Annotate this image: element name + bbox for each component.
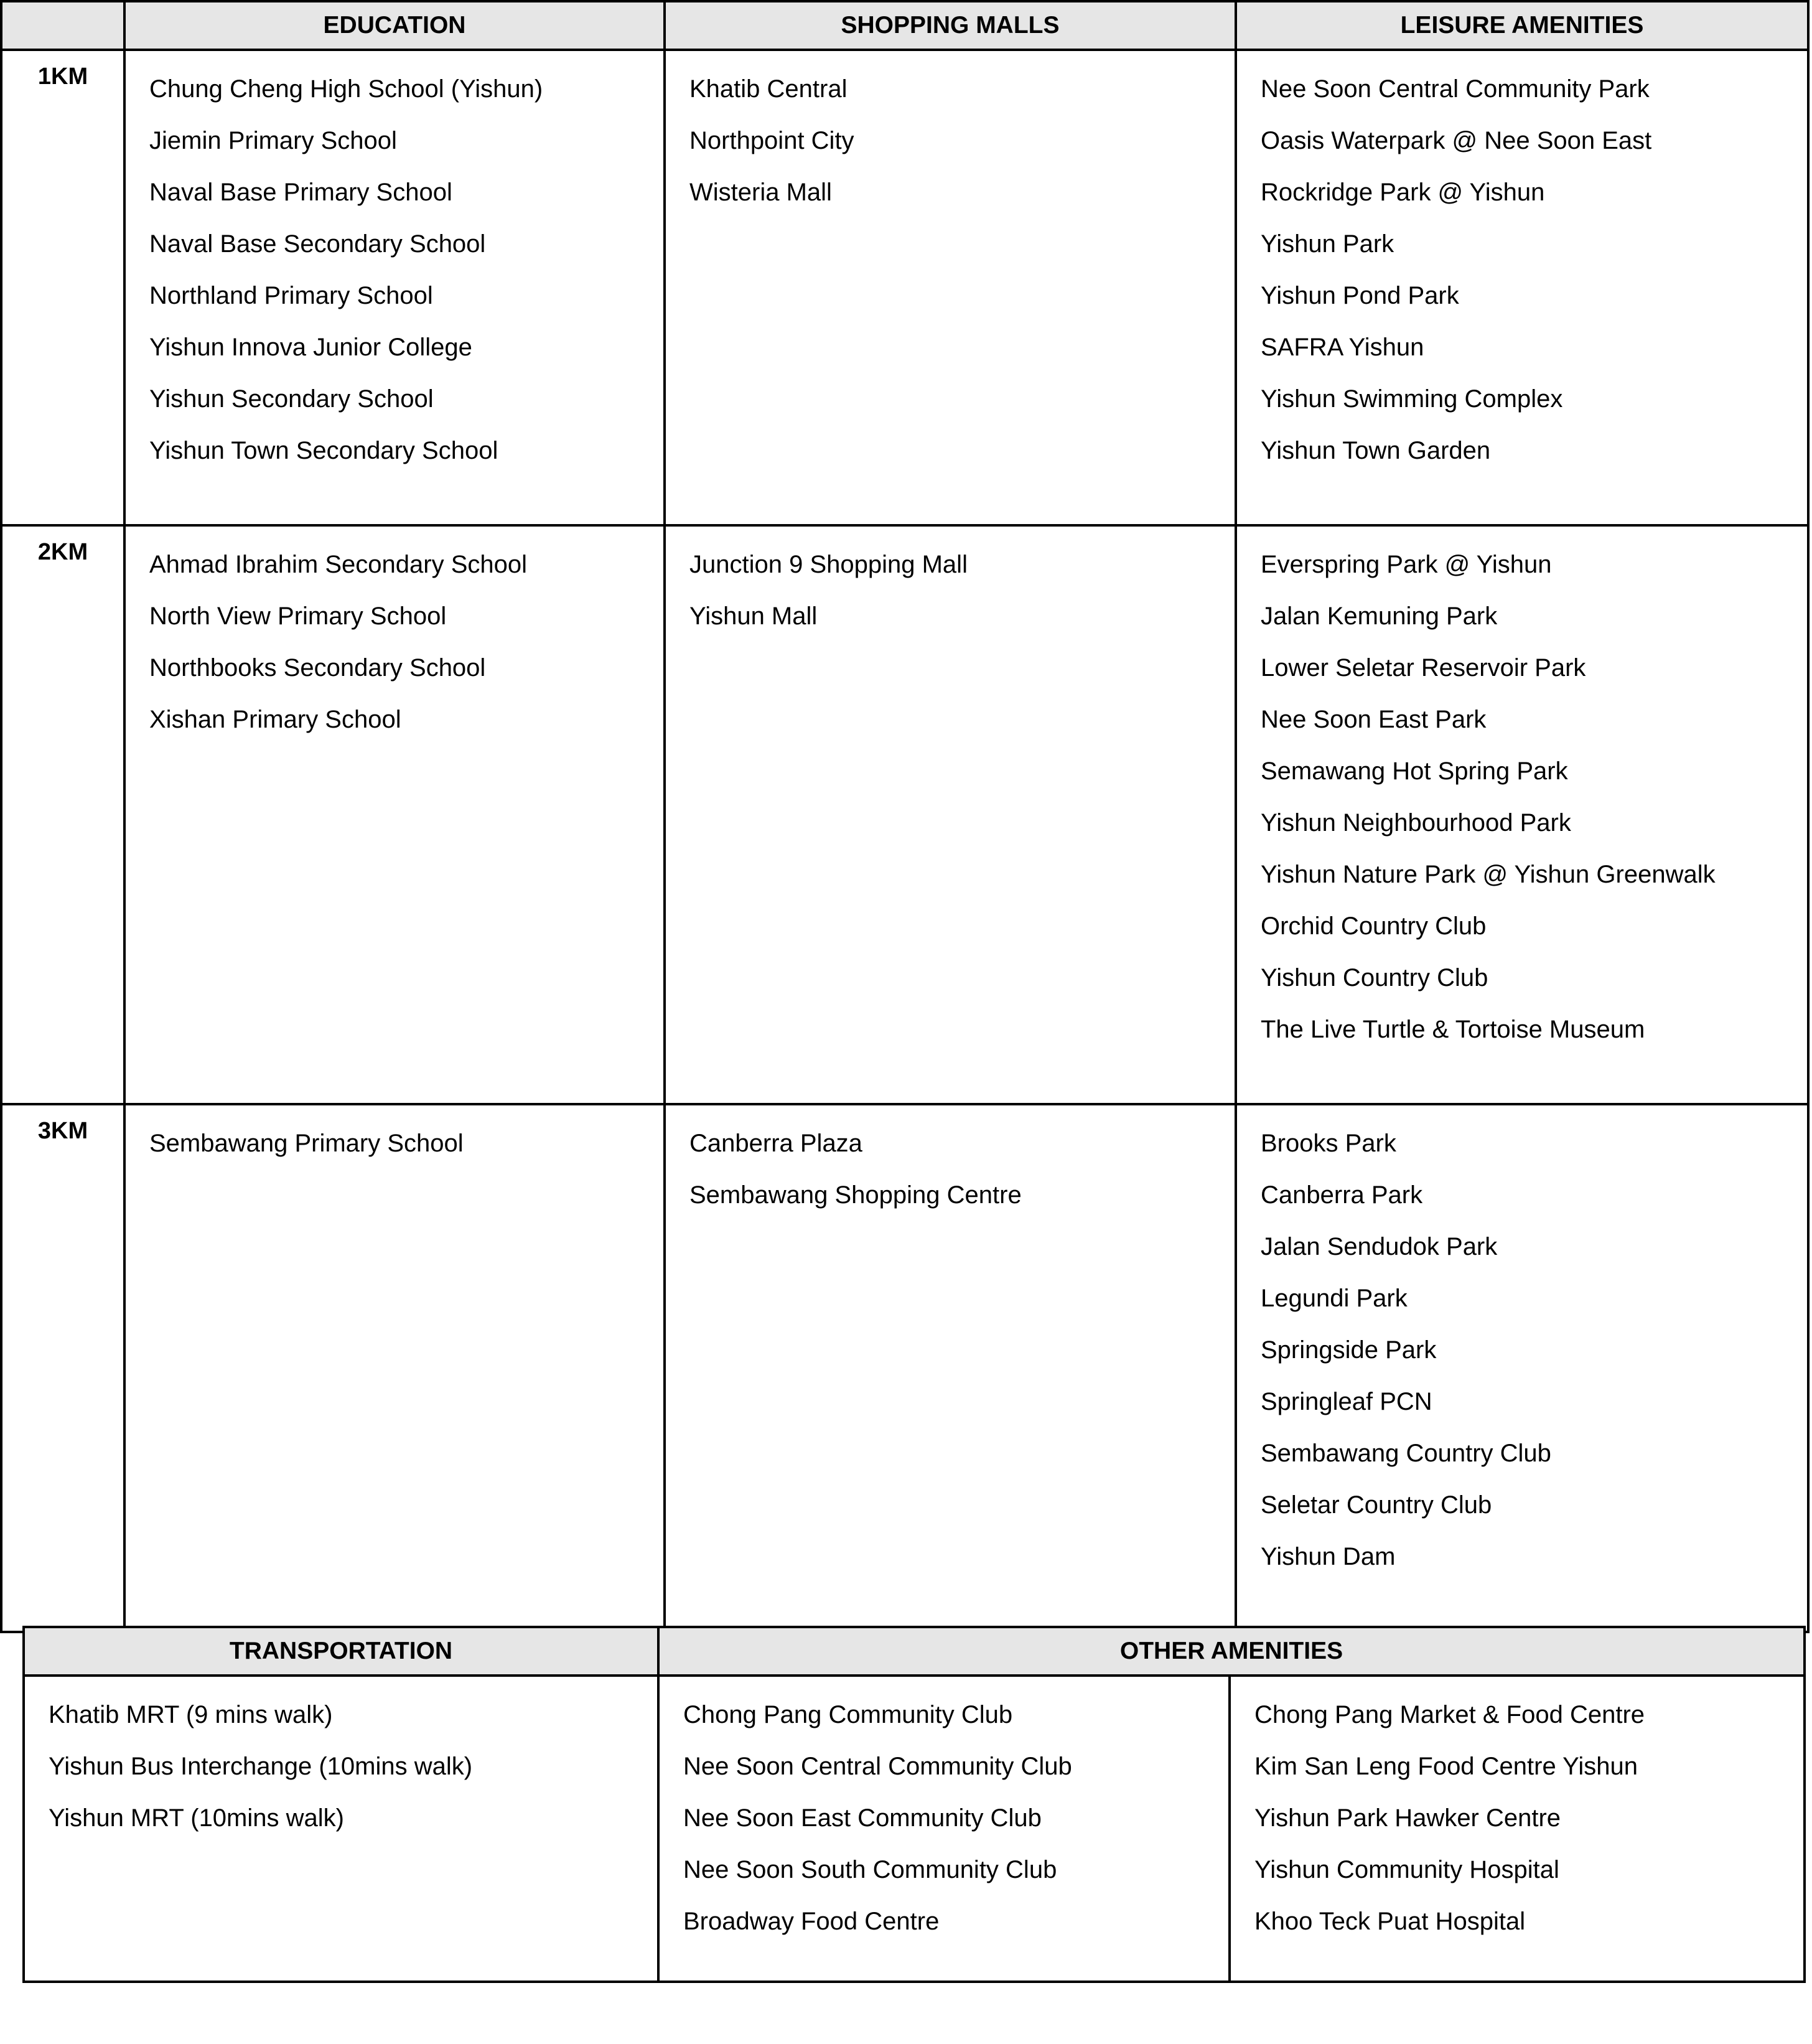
list-item: Legundi Park bbox=[1261, 1285, 1408, 1312]
list-item: Yishun Neighbourhood Park bbox=[1261, 809, 1571, 837]
list-item: Wisteria Mall bbox=[689, 179, 832, 206]
education-cell bbox=[124, 50, 665, 525]
list-item: Naval Base Secondary School bbox=[149, 230, 486, 258]
list-item: Yishun Pond Park bbox=[1261, 282, 1459, 309]
list-item: Nee Soon East Community Club bbox=[683, 1804, 1042, 1832]
distance-header bbox=[1, 1, 124, 50]
list-item: Yishun Town Garden bbox=[1261, 437, 1491, 464]
list-item: Nee Soon East Park bbox=[1261, 706, 1487, 733]
distance-label: 2KM bbox=[1, 525, 124, 1104]
education-list bbox=[126, 1105, 663, 1170]
table-row-3km bbox=[1, 1104, 1808, 1632]
list-item: Khoo Teck Puat Hospital bbox=[1254, 1908, 1526, 1935]
list-item: Yishun Nature Park @ Yishun Greenwalk bbox=[1261, 861, 1716, 888]
list-item: Sembawang Country Club bbox=[1261, 1440, 1551, 1467]
leisure-list bbox=[1237, 527, 1807, 1056]
header-row bbox=[24, 1627, 1805, 1676]
list-item: Nee Soon Central Community Club bbox=[683, 1753, 1072, 1780]
list-item: Springleaf PCN bbox=[1261, 1388, 1432, 1415]
table-row-2km bbox=[1, 525, 1808, 1104]
list-item: Northland Primary School bbox=[149, 282, 433, 309]
list-item: Brooks Park bbox=[1261, 1130, 1396, 1157]
list-item: Yishun Dam bbox=[1261, 1543, 1396, 1570]
education-cell bbox=[124, 1104, 665, 1632]
leisure-cell bbox=[1236, 50, 1808, 525]
list-item: Yishun Community Hospital bbox=[1254, 1856, 1559, 1883]
list-item: Junction 9 Shopping Mall bbox=[689, 551, 968, 578]
list-item: Broadway Food Centre bbox=[683, 1908, 940, 1935]
list-item: Springside Park bbox=[1261, 1336, 1437, 1364]
list-item: Yishun Mall bbox=[689, 602, 818, 630]
list-item: Lower Seletar Reservoir Park bbox=[1261, 654, 1586, 682]
list-item: Rockridge Park @ Yishun bbox=[1261, 179, 1545, 206]
education-list bbox=[126, 527, 663, 746]
list-item: Jiemin Primary School bbox=[149, 127, 397, 154]
leisure-list bbox=[1237, 51, 1807, 477]
list-item: Yishun Park bbox=[1261, 230, 1394, 258]
list-item: Nee Soon South Community Club bbox=[683, 1856, 1057, 1883]
list-item: Khatib Central bbox=[689, 75, 848, 103]
other-amenities-header: OTHER AMENITIES bbox=[658, 1627, 1805, 1676]
shopping-list bbox=[666, 527, 1235, 642]
shopping-list bbox=[666, 1105, 1235, 1221]
list-item: Xishan Primary School bbox=[149, 706, 401, 733]
other-amenities-left-list bbox=[660, 1677, 1228, 1948]
list-item: SAFRA Yishun bbox=[1261, 334, 1424, 361]
list-item: Ahmad Ibrahim Secondary School bbox=[149, 551, 527, 578]
list-item: Semawang Hot Spring Park bbox=[1261, 757, 1568, 785]
list-item: Nee Soon Central Community Park bbox=[1261, 75, 1650, 103]
list-item: Yishun MRT (10mins walk) bbox=[49, 1804, 344, 1832]
list-item: Orchid Country Club bbox=[1261, 912, 1487, 940]
transport-other-amenities-table bbox=[22, 1626, 1806, 1983]
transportation-cell bbox=[24, 1676, 658, 1982]
list-item: Yishun Swimming Complex bbox=[1261, 385, 1563, 413]
distance-label: 1KM bbox=[1, 50, 124, 525]
list-item: Khatib MRT (9 mins walk) bbox=[49, 1701, 333, 1728]
list-item: Chong Pang Community Club bbox=[683, 1701, 1013, 1728]
transportation-list bbox=[25, 1677, 657, 1844]
list-item: Everspring Park @ Yishun bbox=[1261, 551, 1552, 578]
list-item: Canberra Park bbox=[1261, 1181, 1423, 1209]
shopping-list bbox=[666, 51, 1235, 218]
other-amenities-right-cell bbox=[1230, 1676, 1805, 1982]
list-item: Yishun Secondary School bbox=[149, 385, 434, 413]
table-row-1km bbox=[1, 50, 1808, 525]
list-item: Naval Base Primary School bbox=[149, 179, 452, 206]
other-amenities-right-list bbox=[1231, 1677, 1803, 1948]
list-item: Kim San Leng Food Centre Yishun bbox=[1254, 1753, 1638, 1780]
list-item: Northbooks Secondary School bbox=[149, 654, 486, 682]
table-row bbox=[24, 1676, 1805, 1982]
list-item: Yishun Bus Interchange (10mins walk) bbox=[49, 1753, 473, 1780]
list-item: Yishun Town Secondary School bbox=[149, 437, 498, 464]
list-item: Sembawang Shopping Centre bbox=[689, 1181, 1022, 1209]
leisure-cell bbox=[1236, 525, 1808, 1104]
list-item: Jalan Sendudok Park bbox=[1261, 1233, 1498, 1260]
education-cell bbox=[124, 525, 665, 1104]
list-item: Northpoint City bbox=[689, 127, 854, 154]
other-amenities-left-cell bbox=[658, 1676, 1230, 1982]
list-item: North View Primary School bbox=[149, 602, 447, 630]
header-row bbox=[1, 1, 1808, 50]
shopping-cell bbox=[665, 50, 1236, 525]
leisure-list bbox=[1237, 1105, 1807, 1583]
distance-label: 3KM bbox=[1, 1104, 124, 1632]
list-item: Seletar Country Club bbox=[1261, 1491, 1492, 1519]
education-list bbox=[126, 51, 663, 477]
shopping-cell bbox=[665, 525, 1236, 1104]
leisure-amenities-header: LEISURE AMENITIES bbox=[1236, 1, 1808, 50]
shopping-cell bbox=[665, 1104, 1236, 1632]
education-header: EDUCATION bbox=[124, 1, 665, 50]
list-item: Canberra Plaza bbox=[689, 1130, 862, 1157]
list-item: The Live Turtle & Tortoise Museum bbox=[1261, 1016, 1645, 1043]
list-item: Yishun Country Club bbox=[1261, 964, 1488, 992]
list-item: Sembawang Primary School bbox=[149, 1130, 464, 1157]
list-item: Oasis Waterpark @ Nee Soon East bbox=[1261, 127, 1652, 154]
list-item: Chong Pang Market & Food Centre bbox=[1254, 1701, 1645, 1728]
transportation-header: TRANSPORTATION bbox=[24, 1627, 658, 1676]
list-item: Yishun Park Hawker Centre bbox=[1254, 1804, 1561, 1832]
list-item: Yishun Innova Junior College bbox=[149, 334, 472, 361]
list-item: Jalan Kemuning Park bbox=[1261, 602, 1498, 630]
list-item: Chung Cheng High School (Yishun) bbox=[149, 75, 543, 103]
shopping-malls-header: SHOPPING MALLS bbox=[665, 1, 1236, 50]
leisure-cell bbox=[1236, 1104, 1808, 1632]
